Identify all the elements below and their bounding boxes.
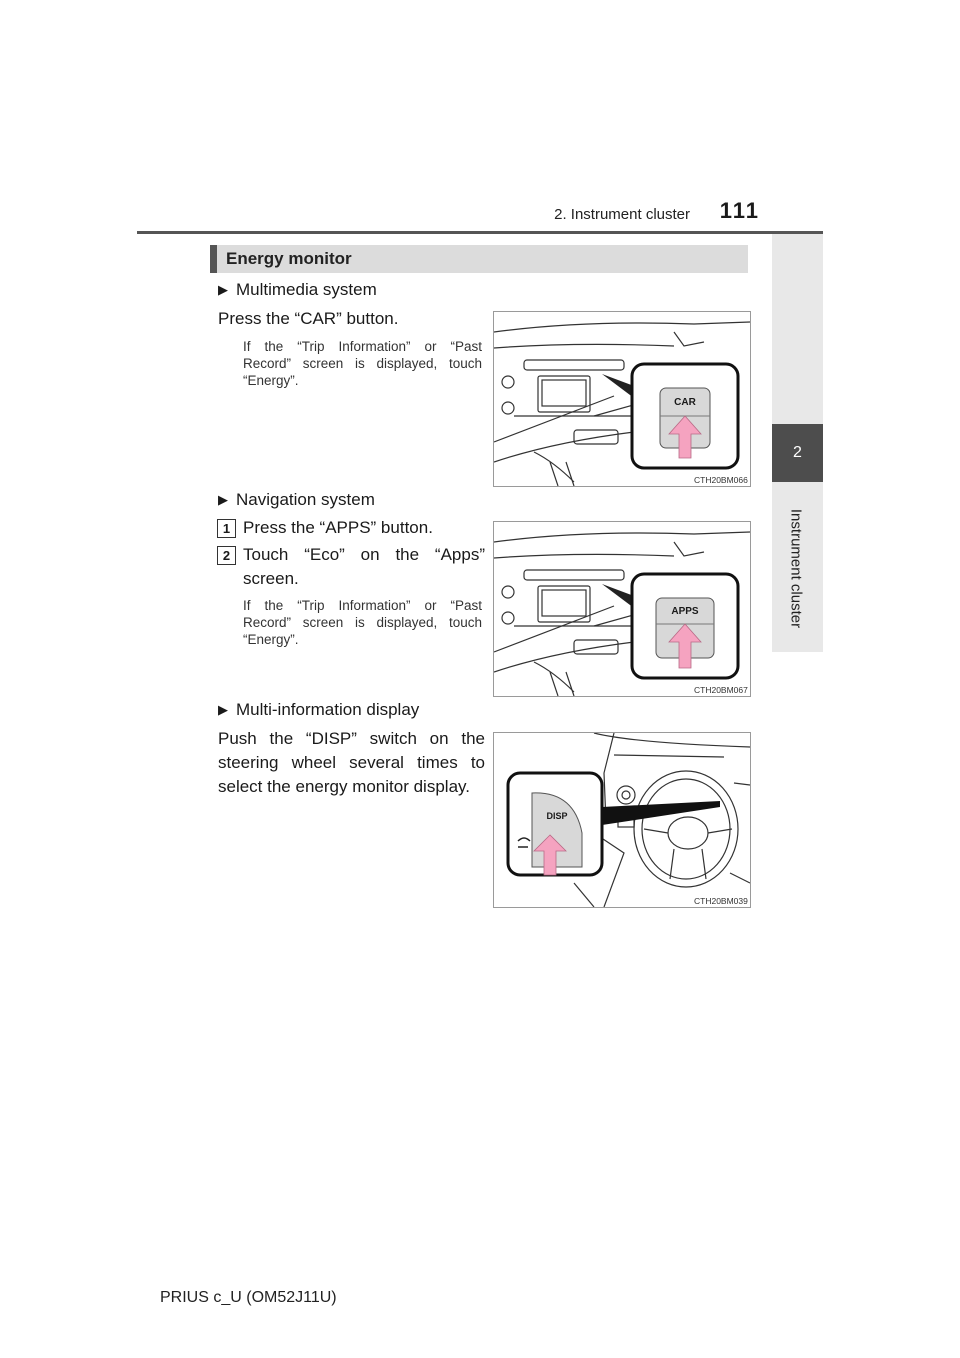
- step-number-2: 2: [217, 546, 236, 565]
- footer-model-code: PRIUS c_U (OM52J11U): [160, 1289, 337, 1306]
- note-text: If the “Trip Information” or “Past Record” screen is displayed, touch “Energy”.: [243, 339, 482, 388]
- bullet-label: Multimedia system: [236, 280, 377, 299]
- bullet-label: Navigation system: [236, 490, 375, 509]
- car-button-label: CAR: [674, 397, 696, 408]
- note-text: If the “Trip Information” or “Past Record” screen is displayed, touch “Energy”.: [243, 598, 482, 647]
- bullet-multi-information: [218, 700, 419, 720]
- triangle-bullet-icon: ▶: [218, 282, 228, 297]
- disp-switch-label: DISP: [546, 811, 568, 821]
- step-1-text: Press the “APPS” button.: [243, 518, 433, 537]
- step-number-1: 1: [217, 519, 236, 538]
- bullet-multimedia: [218, 280, 377, 300]
- page-number: 111: [719, 198, 760, 223]
- chapter-tab-label: Instrument cluster: [787, 508, 805, 629]
- bullet-navigation: [218, 490, 375, 510]
- chapter-tab: 2: [772, 424, 823, 482]
- figure-code: CTH20BM067: [694, 685, 748, 695]
- instruction-text: Press the “CAR” button.: [218, 309, 399, 328]
- dashboard-illustration: [494, 312, 750, 486]
- figure-code: CTH20BM066: [694, 475, 748, 485]
- triangle-bullet-icon: ▶: [218, 492, 228, 507]
- step-2-text: Touch “Eco” on the “Apps” screen.: [243, 545, 485, 588]
- apps-button-label: APPS: [671, 606, 699, 617]
- running-header-section: 2. Instrument cluster: [554, 206, 690, 223]
- figure-car-button: [493, 311, 751, 487]
- steering-wheel-illustration: [494, 733, 750, 907]
- triangle-bullet-icon: ▶: [218, 702, 228, 717]
- figure-disp-switch: [493, 732, 751, 908]
- section-title: Energy monitor: [226, 249, 352, 268]
- figure-apps-button: [493, 521, 751, 697]
- figure-code: CTH20BM039: [694, 896, 748, 906]
- header-rule: [137, 231, 823, 234]
- section-header: [210, 245, 748, 273]
- instruction-text: Push the “DISP” switch on the steering wheel several times to select the energy monitor display.: [218, 729, 485, 796]
- side-strip-top: [772, 234, 823, 424]
- bullet-label: Multi-information display: [236, 700, 420, 719]
